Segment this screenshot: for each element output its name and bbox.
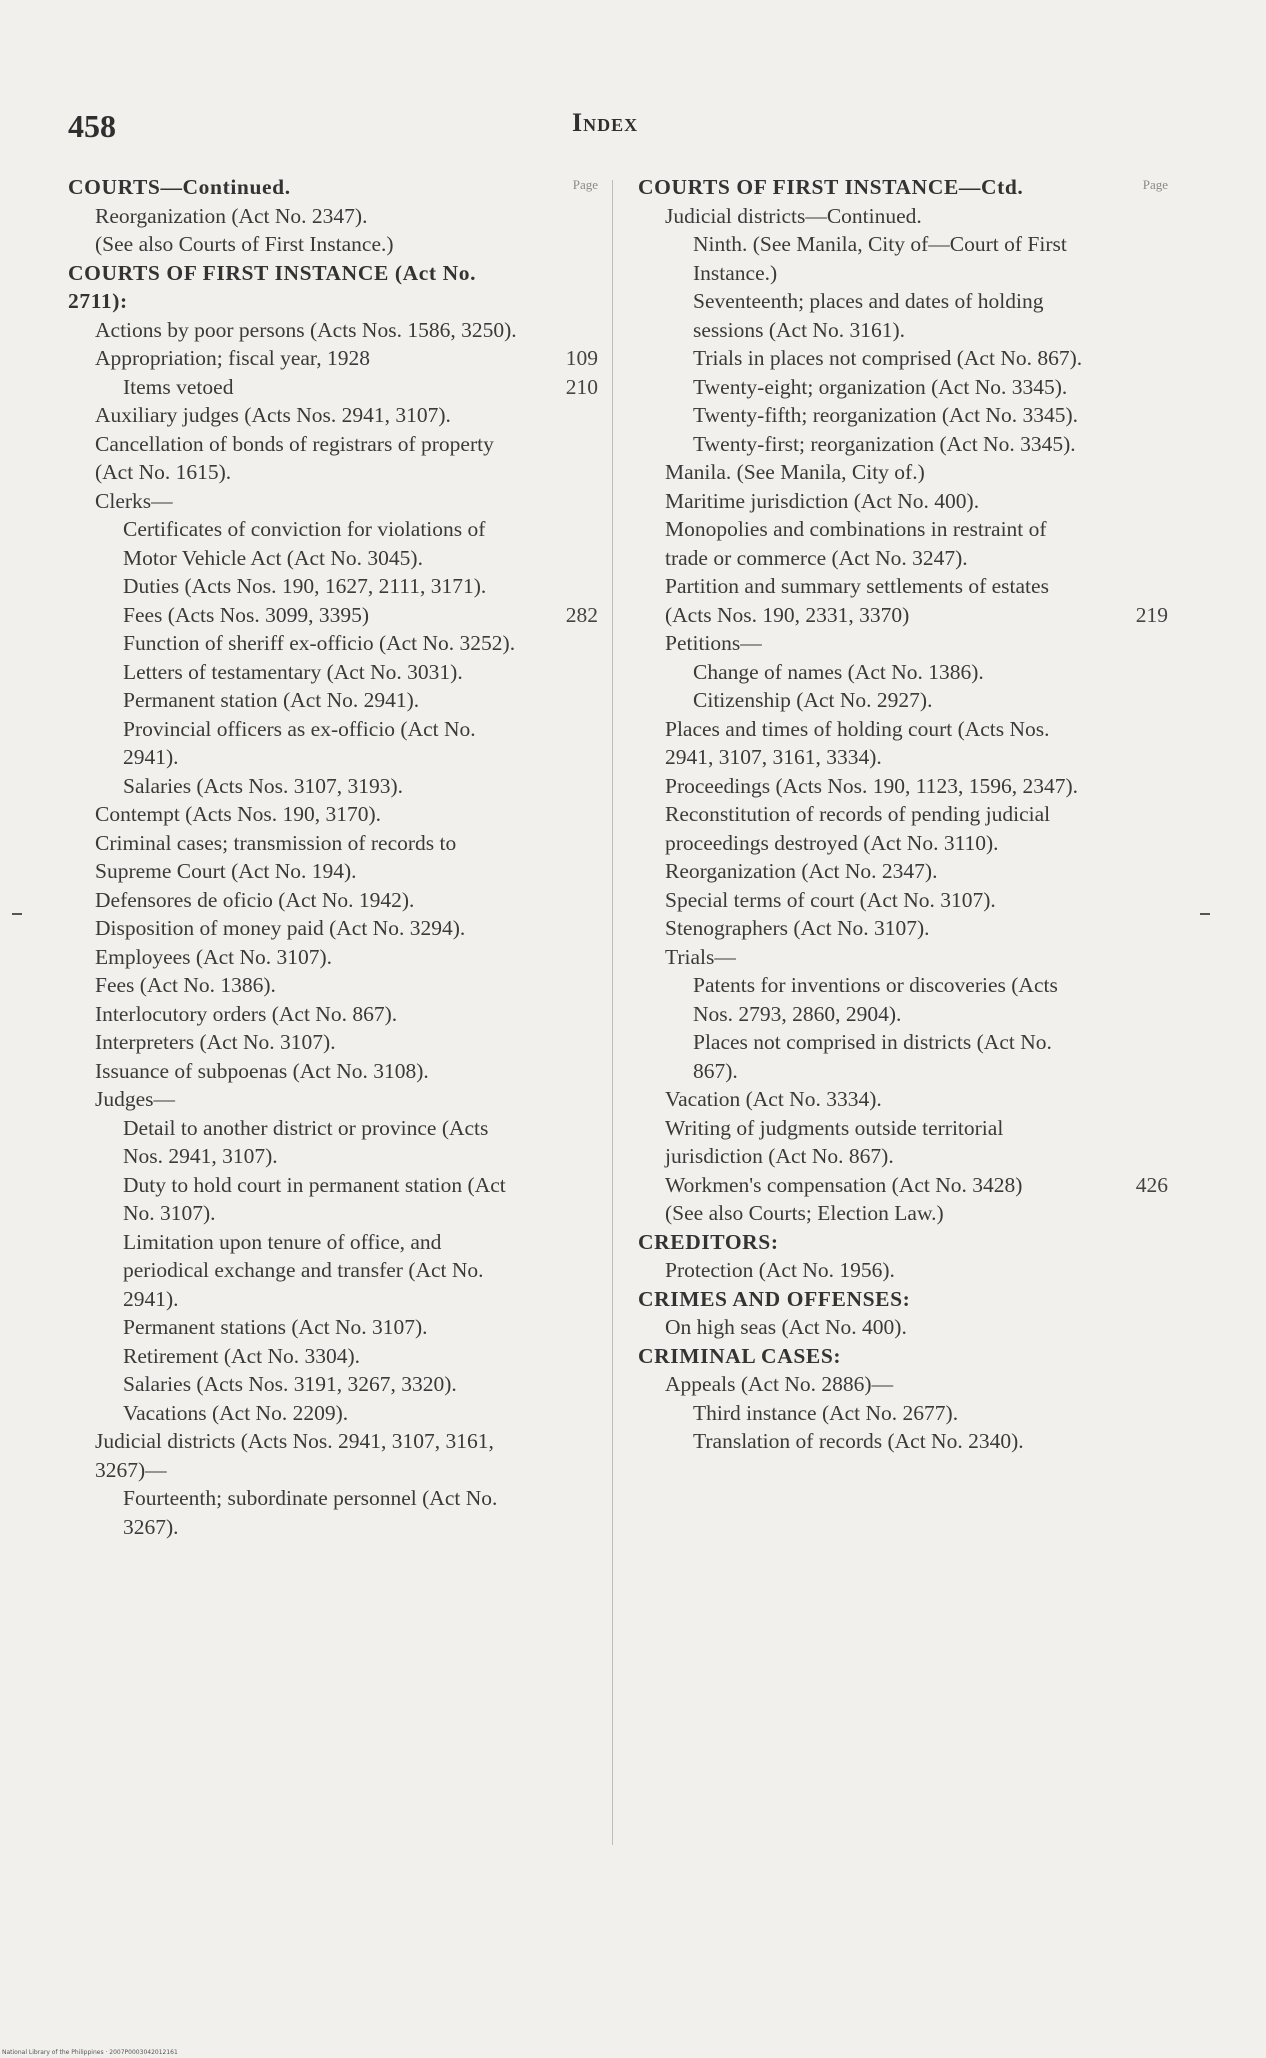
entry-text: Seventeenth; places and dates of holding sessions (Act No. 3161). — [693, 289, 1044, 342]
index-entry — [68, 515, 598, 572]
scan-speck — [1200, 913, 1210, 915]
entry-text: Appropriation; fiscal year, 1928 — [95, 346, 370, 370]
entry-text: Special terms of court (Act No. 3107). — [665, 887, 996, 912]
entry-text: Reorganization (Act No. 2347). — [665, 859, 938, 883]
index-entry — [638, 857, 1168, 886]
index-entry — [68, 487, 598, 516]
index-heading — [638, 173, 1168, 202]
entry-text: Maritime jurisdiction (Act No. 400). — [665, 488, 980, 513]
entry-text: Criminal cases; transmission of records to Supreme Court (Act No. 194). — [95, 830, 457, 883]
page-number: 458 — [68, 108, 116, 144]
index-column-right — [638, 173, 1168, 1456]
index-entry — [68, 1114, 598, 1171]
index-heading — [638, 1228, 1168, 1257]
entry-text: Items vetoed — [123, 374, 234, 399]
entry-text: Issuance of subpoenas (Act No. 3108). — [95, 1058, 429, 1083]
index-entry — [638, 1199, 1168, 1228]
entry-text: CRIMES AND OFFENSES: — [638, 1286, 911, 1311]
index-entry — [68, 658, 598, 687]
entry-text: Judicial districts (Acts Nos. 2941, 3107, 3161, 3267)— — [95, 1429, 494, 1482]
index-entry — [68, 1028, 598, 1057]
index-entry — [638, 886, 1168, 915]
entry-text: Employees (Act No. 3107). — [95, 944, 333, 969]
index-entry — [638, 1114, 1168, 1171]
entry-text: CREDITORS: — [638, 1229, 779, 1254]
entry-text: Salaries (Acts Nos. 3191, 3267, 3320). — [123, 1372, 457, 1396]
index-entry — [638, 943, 1168, 972]
index-entry — [638, 1399, 1168, 1428]
index-heading — [638, 1342, 1168, 1371]
entry-text: Salaries (Acts Nos. 3107, 3193). — [123, 773, 404, 798]
index-entry — [638, 515, 1168, 572]
entry-text: COURTS OF FIRST INSTANCE—Ctd. — [638, 175, 1024, 199]
entry-text: Retirement (Act No. 3304). — [123, 1343, 361, 1368]
entry-text: CRIMINAL CASES: — [638, 1343, 842, 1368]
column-divider — [612, 180, 613, 1845]
index-entry — [68, 1484, 598, 1541]
entry-text: Twenty-fifth; reorganization (Act No. 3345). — [693, 403, 1078, 427]
index-entry — [68, 914, 598, 943]
index-entry — [638, 458, 1168, 487]
index-entry — [68, 230, 598, 259]
entry-text: Writing of judgments outside territorial jurisdiction (Act No. 867). — [665, 1115, 1004, 1168]
entry-text: Judicial districts—Continued. — [665, 203, 922, 228]
entry-text: Petitions— — [665, 631, 762, 655]
entry-text: (See also Courts of First Instance.) — [95, 232, 394, 256]
entry-text: Interlocutory orders (Act No. 867). — [95, 1001, 398, 1026]
index-entry — [638, 658, 1168, 687]
entry-text: Disposition of money paid (Act No. 3294). — [95, 916, 466, 940]
index-entry — [638, 1427, 1168, 1456]
entry-text: Ninth. (See Manila, City of—Court of First Instance.) — [693, 232, 1067, 285]
index-entry — [638, 430, 1168, 459]
entry-text: Appeals (Act No. 2886)— — [665, 1372, 894, 1396]
entry-text: Places and times of holding court (Acts Nos. 2941, 3107, 3161, 3334). — [665, 716, 1050, 769]
index-entry — [638, 971, 1168, 1028]
entry-text: Patents for inventions or discoveries (Acts Nos. 2793, 2860, 2904). — [693, 973, 1058, 1026]
index-entry — [638, 1256, 1168, 1285]
entry-text: Clerks— — [95, 488, 173, 513]
index-entry — [68, 943, 598, 972]
index-entry — [68, 971, 598, 1000]
index-entry — [638, 800, 1168, 857]
index-entry — [68, 1000, 598, 1029]
index-entry — [68, 316, 598, 345]
entry-text: Contempt (Acts Nos. 190, 3170). — [95, 802, 382, 826]
scan-footer: National Library of the Philippines · 2007P0003042012161 — [2, 2049, 178, 2056]
entry-text: Letters of testamentary (Act No. 3031). — [123, 659, 463, 684]
entry-text: Monopolies and combinations in restraint of trade or commerce (Act No. 3247). — [665, 517, 1047, 570]
entries-right — [638, 173, 1168, 1456]
entry-text: Fourteenth; subordinate personnel (Act No. 3267). — [123, 1486, 498, 1539]
index-entry — [68, 772, 598, 801]
index-entry — [638, 572, 1168, 629]
index-entry — [68, 1085, 598, 1114]
index-entry — [68, 829, 598, 886]
index-entry — [68, 686, 598, 715]
entry-text: Permanent station (Act No. 2941). — [123, 688, 420, 712]
entry-text: Citizenship (Act No. 2927). — [693, 688, 933, 712]
index-entry — [68, 202, 598, 231]
entry-text: Duties (Acts Nos. 190, 1627, 2111, 3171). — [123, 574, 487, 598]
entry-text: Certificates of conviction for violations of Motor Vehicle Act (Act No. 3045). — [123, 517, 486, 570]
page-column-label: Page — [572, 177, 598, 192]
entry-text: Detail to another district or province (Acts Nos. 2941, 3107). — [123, 1115, 489, 1168]
index-entry — [68, 401, 598, 430]
index-heading — [68, 259, 598, 316]
index-entry — [68, 1399, 598, 1428]
entry-text: On high seas (Act No. 400). — [665, 1315, 907, 1339]
index-entry — [68, 715, 598, 772]
entry-text: Trials in places not comprised (Act No. 867). — [693, 346, 1083, 370]
entry-text: Twenty-eight; organization (Act No. 3345). — [693, 374, 1068, 399]
entry-text: Stenographers (Act No. 3107). — [665, 916, 930, 940]
index-entry — [638, 1313, 1168, 1342]
index-entry — [68, 1171, 598, 1228]
index-entry — [638, 772, 1168, 801]
entries-left — [68, 173, 598, 1541]
index-entry — [638, 401, 1168, 430]
entry-page-number: 426 — [1135, 1172, 1168, 1197]
entry-text: Change of names (Act No. 1386). — [693, 659, 984, 684]
entry-text: Duty to hold court in permanent station (Act No. 3107). — [123, 1172, 506, 1225]
entry-text: Translation of records (Act No. 2340). — [693, 1429, 1024, 1453]
index-entry — [68, 1228, 598, 1314]
entry-text: Vacations (Act No. 2209). — [123, 1400, 349, 1425]
entry-text: Places not comprised in districts (Act No. 867). — [693, 1030, 1052, 1083]
entry-text: Reorganization (Act No. 2347). — [95, 203, 368, 228]
entry-text: Provincial officers as ex-officio (Act No. 2941). — [123, 716, 476, 769]
index-entry — [68, 344, 598, 373]
entry-text: Limitation upon tenure of office, and periodical exchange and transfer (Act No. 2941). — [123, 1229, 484, 1311]
index-heading — [68, 173, 598, 202]
index-entry — [68, 629, 598, 658]
entry-text: Twenty-first; reorganization (Act No. 3345). — [693, 431, 1076, 456]
entry-text: Defensores de oficio (Act No. 1942). — [95, 887, 415, 912]
index-entry — [638, 344, 1168, 373]
index-entry — [638, 629, 1168, 658]
entry-text: COURTS OF FIRST INSTANCE (Act No. 2711): — [68, 260, 477, 313]
entry-text: Permanent stations (Act No. 3107). — [123, 1315, 428, 1339]
index-entry — [68, 800, 598, 829]
entry-page-number: 109 — [565, 346, 598, 370]
index-entry — [638, 202, 1168, 231]
entry-text: Workmen's compensation (Act No. 3428) — [665, 1172, 1023, 1197]
index-entry — [68, 430, 598, 487]
index-entry — [68, 601, 598, 630]
entry-text: Cancellation of bonds of registrars of property (Act No. 1615). — [95, 431, 494, 484]
entry-text: Fees (Acts Nos. 3099, 3395) — [123, 602, 370, 627]
entry-text: Function of sheriff ex-officio (Act No. 3252). — [123, 631, 516, 655]
index-heading — [638, 1285, 1168, 1314]
index-entry — [68, 1342, 598, 1371]
entry-text: (See also Courts; Election Law.) — [665, 1201, 944, 1225]
entry-text: COURTS—Continued. — [68, 175, 291, 199]
entry-text: Third instance (Act No. 2677). — [693, 1400, 959, 1425]
index-entry — [638, 686, 1168, 715]
entry-text: Proceedings (Acts Nos. 190, 1123, 1596, 2347). — [665, 773, 1079, 798]
entry-text: Judges— — [95, 1087, 176, 1111]
scan-speck — [12, 913, 22, 915]
entry-text: Manila. (See Manila, City of.) — [665, 460, 925, 484]
index-entry — [68, 1370, 598, 1399]
index-entry — [638, 1028, 1168, 1085]
index-entry — [68, 373, 598, 402]
index-entry — [638, 1171, 1168, 1200]
entry-text: Auxiliary judges (Acts Nos. 2941, 3107). — [95, 403, 451, 427]
index-entry — [68, 572, 598, 601]
index-column-left — [68, 173, 598, 1541]
index-entry — [638, 287, 1168, 344]
index-entry — [638, 914, 1168, 943]
entry-text: Vacation (Act No. 3334). — [665, 1087, 882, 1111]
index-entry — [638, 230, 1168, 287]
entry-page-number: 219 — [1135, 602, 1168, 627]
page-title: Index — [572, 108, 639, 137]
index-entry — [638, 1085, 1168, 1114]
index-entry — [638, 1370, 1168, 1399]
entry-text: Protection (Act No. 1956). — [665, 1258, 895, 1282]
index-entry — [638, 487, 1168, 516]
index-entry — [68, 1427, 598, 1484]
entry-text: Fees (Act No. 1386). — [95, 973, 276, 997]
entry-text: Trials— — [665, 944, 736, 969]
index-entry — [638, 373, 1168, 402]
entry-text: Interpreters (Act No. 3107). — [95, 1030, 336, 1054]
index-entry — [68, 886, 598, 915]
entry-text: Actions by poor persons (Acts Nos. 1586, 3250). — [95, 317, 517, 342]
index-entry — [638, 715, 1168, 772]
entry-page-number: 282 — [565, 602, 598, 627]
entry-page-number: 210 — [565, 374, 598, 399]
index-entry — [68, 1057, 598, 1086]
entry-text: Partition and summary settlements of estates (Acts Nos. 190, 2331, 3370) — [665, 574, 1049, 627]
entry-text: Reconstitution of records of pending judicial proceedings destroyed (Act No. 3110). — [665, 802, 1051, 855]
page-column-label: Page — [1142, 177, 1168, 192]
index-entry — [68, 1313, 598, 1342]
